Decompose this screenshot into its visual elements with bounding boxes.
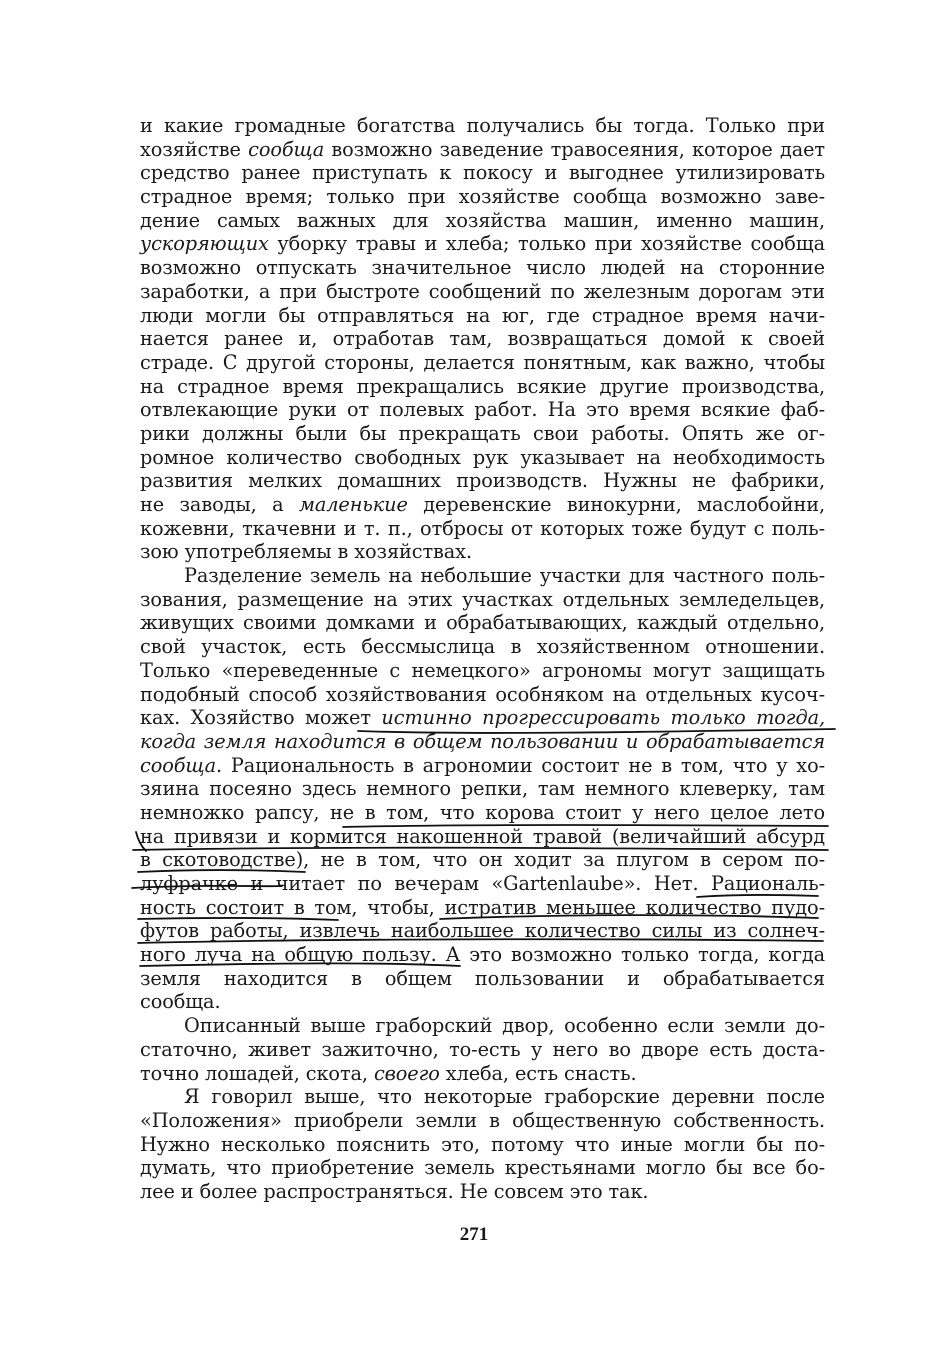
text-span: дение самых важных для хозяйства машин, именно машин, bbox=[140, 208, 825, 232]
text-span: ромное количество свободных рук указывает на необходимость bbox=[140, 445, 825, 469]
text-line bbox=[140, 256, 825, 280]
text-span: зования, размещение на этих участках отдельных земледельцев, bbox=[140, 587, 825, 611]
text-span: развития мелких домашних производств. Нужны не фабрики, bbox=[140, 469, 825, 493]
text-line bbox=[140, 967, 825, 991]
text-span: средство ранее приступать к покосу и выгоднее утилизировать bbox=[140, 161, 825, 185]
text-span: страдное время; только при хозяйстве сообща возможно заве- bbox=[140, 185, 825, 209]
text-span: деревенские винокурни, маслобойни, bbox=[407, 493, 826, 516]
text-line bbox=[140, 611, 825, 635]
text-span: немножко рапсу, не в том, что корова стоит у него целое лето bbox=[140, 800, 825, 824]
text-line bbox=[140, 493, 825, 517]
text-span: люди могли бы отправляться на юг, где страдное время начи- bbox=[140, 303, 825, 327]
text-span: не заводы, а bbox=[140, 493, 299, 516]
text-span: Я говорил выше, что некоторые граборские деревни после bbox=[184, 1085, 825, 1109]
text-span: сообща. bbox=[140, 990, 221, 1014]
text-line bbox=[140, 209, 825, 233]
text-line bbox=[140, 825, 825, 849]
text-line bbox=[140, 943, 825, 967]
text-line bbox=[140, 469, 825, 493]
text-line bbox=[140, 280, 825, 304]
text-line bbox=[140, 446, 825, 470]
page-number: 271 bbox=[459, 1224, 489, 1245]
text-span: Описанный выше граборский двор, особенно если земли до- bbox=[184, 1014, 825, 1038]
text-line bbox=[140, 540, 825, 564]
text-line bbox=[140, 730, 825, 754]
text-line bbox=[140, 683, 825, 707]
text-span: свой участок, есть бессмыслица в хозяйственном отношении. bbox=[140, 635, 825, 659]
text-line bbox=[140, 304, 825, 328]
text-line bbox=[140, 1133, 825, 1157]
text-line bbox=[140, 659, 825, 683]
text-line bbox=[140, 706, 825, 730]
text-span: рики должны были бы прекращать свои работы. Опять же ог- bbox=[140, 421, 825, 445]
page-body-text bbox=[140, 114, 825, 1204]
text-span: ках. Хозяйство может bbox=[140, 706, 382, 730]
italic-text: ускоряющих bbox=[140, 232, 269, 256]
text-span: думать, что приобретение земель крестьянами могло бы все бо- bbox=[140, 1156, 825, 1180]
text-span: хозяйстве bbox=[140, 137, 249, 161]
italic-text: своего bbox=[373, 1061, 440, 1085]
text-line bbox=[140, 1109, 825, 1133]
text-span: отвлекающие руки от полевых работ. На это время всякие фаб- bbox=[140, 398, 825, 422]
text-line bbox=[140, 138, 825, 162]
text-line bbox=[140, 919, 825, 943]
text-line bbox=[140, 422, 825, 446]
text-line bbox=[140, 327, 825, 351]
text-span: ного луча на общую пользу. А это возможно только тогда, когда bbox=[140, 943, 825, 967]
text-line bbox=[140, 517, 825, 541]
text-span: и какие громадные богатства получались бы тогда. Только при bbox=[140, 114, 825, 137]
italic-text: сообща bbox=[248, 137, 325, 161]
text-span: возможно отпускать значительное число людей на сторонние bbox=[140, 256, 825, 280]
text-span: Разделение земель на небольшие участки для частного поль- bbox=[184, 564, 825, 588]
text-span: Нужно несколько пояснить это, потому что иные могли бы по- bbox=[140, 1132, 825, 1156]
text-line bbox=[140, 1180, 825, 1204]
text-line bbox=[140, 114, 825, 138]
text-span: страде. С другой стороны, делается понятным, как важно, чтобы bbox=[140, 350, 825, 374]
text-line bbox=[140, 1062, 825, 1086]
text-line bbox=[140, 1156, 825, 1180]
text-span: в скотоводстве), не в том, что он ходит за плугом в сером по- bbox=[140, 848, 825, 872]
italic-text: истинно прогрессировать только тогда, bbox=[381, 706, 825, 730]
text-span: «Положения» приобрели земли в общественную собственность. bbox=[140, 1108, 825, 1132]
text-span: на страдное время прекращались всякие другие производства, bbox=[140, 374, 825, 398]
text-span: подобный способ хозяйствования особняком на отдельных кусоч- bbox=[140, 682, 825, 706]
text-line bbox=[140, 848, 825, 872]
text-span: луфрачке и читает по вечерам «Gartenlaube». Нет. Рациональ- bbox=[140, 872, 825, 895]
text-line bbox=[140, 375, 825, 399]
text-span: земля находится в общем пользовании и обрабатывается bbox=[140, 966, 825, 990]
italic-text: сообща bbox=[140, 753, 216, 777]
text-span: на привязи и кормится накошенной травой (величайший абсурд bbox=[140, 824, 825, 848]
text-line bbox=[140, 1038, 825, 1062]
text-span: нается ранее и, отработав там, возвращаться домой к своей bbox=[140, 327, 825, 351]
italic-text: когда земля находится в общем пользовании и обрабатывается bbox=[140, 729, 825, 753]
text-span: заработки, а при быстроте сообщений по железным дорогам эти bbox=[140, 279, 825, 303]
text-span: уборку травы и хлеба; только при хозяйстве сообща bbox=[268, 232, 825, 256]
text-span: статочно, живет зажиточно, то-есть у него во дворе есть доста- bbox=[140, 1037, 825, 1061]
text-line bbox=[140, 232, 825, 256]
text-line bbox=[140, 872, 825, 896]
text-line bbox=[140, 398, 825, 422]
text-span: лее и более распространяться. Не совсем это так. bbox=[140, 1179, 649, 1203]
text-span: ность состоит в том, чтобы, истратив меньшее количество пудо- bbox=[140, 895, 825, 919]
text-line bbox=[140, 588, 825, 612]
italic-text: маленькие bbox=[298, 493, 408, 516]
text-span: зою употребляемы в хозяйствах. bbox=[140, 540, 472, 564]
text-span: возможно заведение травосеяния, которое дает bbox=[324, 137, 825, 161]
text-line bbox=[140, 351, 825, 375]
text-span: точно лошадей, скота, bbox=[140, 1061, 374, 1085]
text-span: зяина посеяно здесь немного репки, там немного клеверку, там bbox=[140, 777, 825, 801]
text-span: кожевни, ткачевни и т. п., отбросы от которых тоже будут с поль- bbox=[140, 516, 825, 540]
text-line bbox=[140, 754, 825, 778]
text-line bbox=[140, 185, 825, 209]
text-span: Только «переведенные с немецкого» агрономы могут защищать bbox=[140, 658, 825, 682]
text-span: живущих своими домками и обрабатывающих, каждый отдельно, bbox=[140, 611, 825, 635]
text-line bbox=[140, 896, 825, 920]
text-span: хлеба, есть снасть. bbox=[439, 1061, 637, 1085]
text-line bbox=[140, 635, 825, 659]
text-span: футов работы, извлечь наибольшее количество силы из солнеч- bbox=[140, 919, 825, 943]
text-line bbox=[140, 1014, 825, 1038]
text-line bbox=[140, 990, 825, 1014]
text-line bbox=[140, 564, 825, 588]
text-line bbox=[140, 777, 825, 801]
text-line bbox=[140, 1085, 825, 1109]
text-line bbox=[140, 801, 825, 825]
text-span: . Рациональность в агрономии состоит не в том, что у хо- bbox=[215, 753, 825, 777]
text-line bbox=[140, 161, 825, 185]
